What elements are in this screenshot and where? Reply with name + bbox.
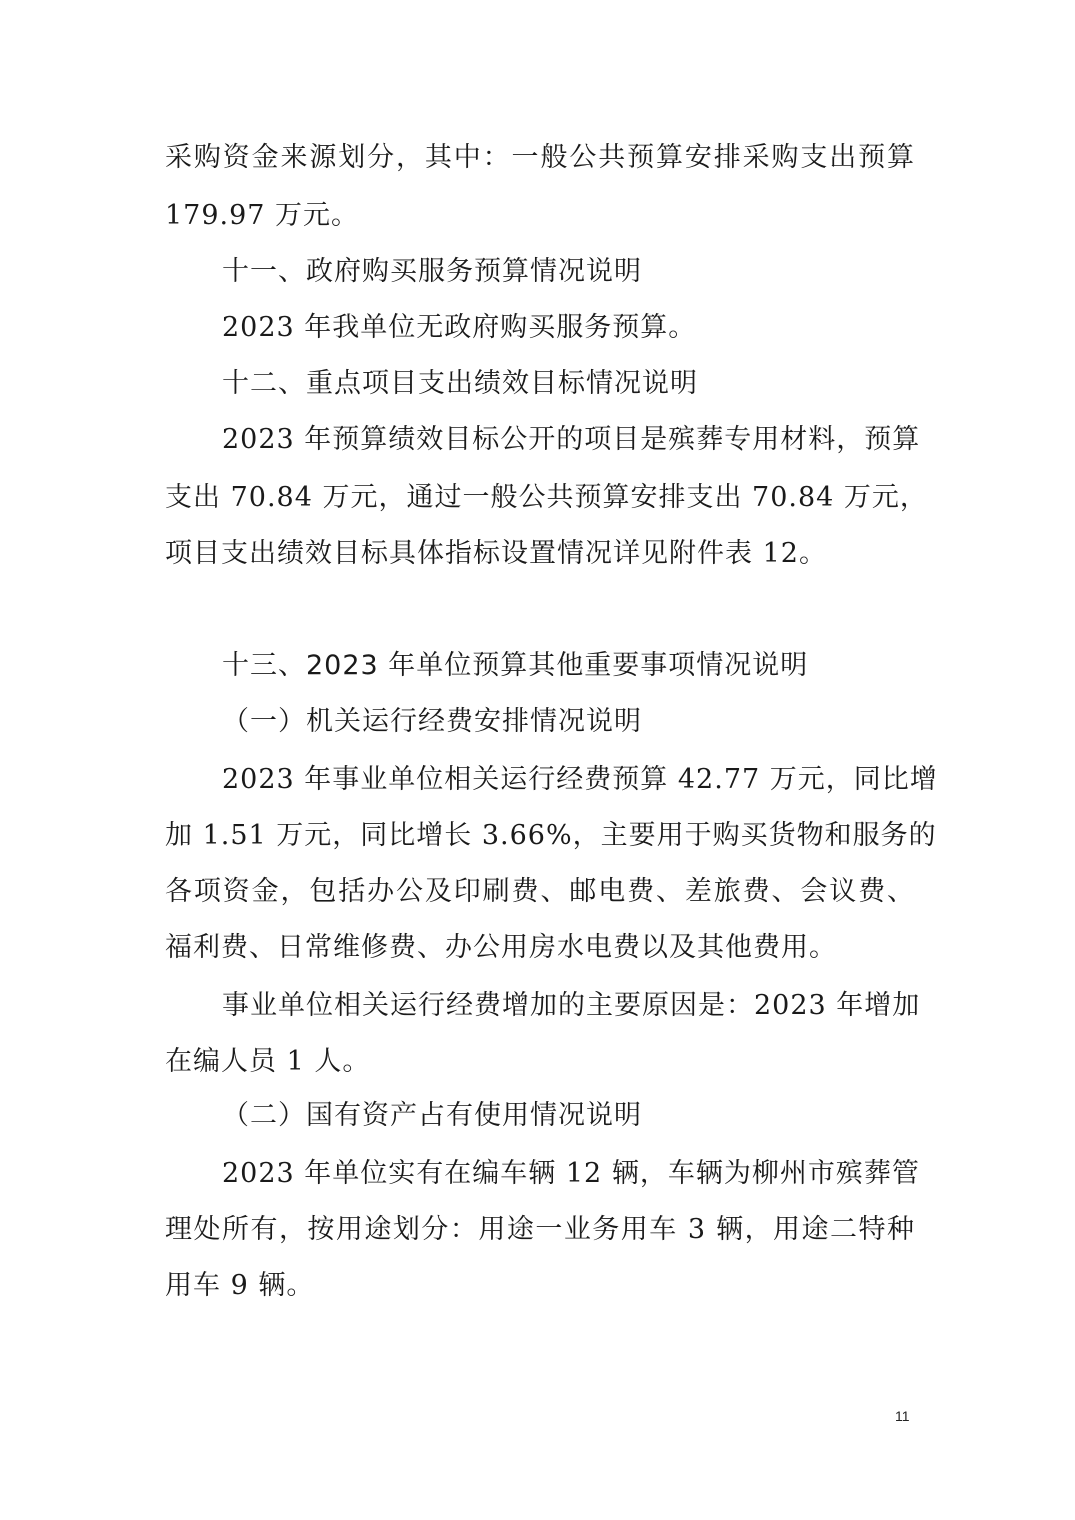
subsection-heading: （二）国有资产占有使用情况说明 [222, 1100, 642, 1131]
paragraph-line: 理处所有，按用途划分：用途一业务用车 3 辆，用途二特种 [165, 1214, 915, 1245]
paragraph-line: 项目支出绩效目标具体指标设置情况详见附件表 12。 [165, 538, 827, 569]
section-heading: 十二、重点项目支出绩效目标情况说明 [222, 368, 698, 399]
paragraph-line: 在编人员 1 人。 [165, 1046, 371, 1077]
paragraph-line: 179.97 万元。 [165, 200, 360, 231]
paragraph-line: 用车 9 辆。 [165, 1270, 315, 1301]
section-heading: 十三、2023 年单位预算其他重要事项情况说明 [222, 650, 809, 681]
paragraph-line: 2023 年我单位无政府购买服务预算。 [222, 312, 697, 343]
section-heading: 十一、政府购买服务预算情况说明 [222, 256, 642, 287]
paragraph-line: 事业单位相关运行经费增加的主要原因是：2023 年增加 [222, 990, 921, 1021]
page-number: 11 [895, 1408, 910, 1424]
subsection-heading: （一）机关运行经费安排情况说明 [222, 706, 642, 737]
paragraph-line: 2023 年单位实有在编车辆 12 辆，车辆为柳州市殡葬管 [222, 1158, 920, 1189]
paragraph-line: 2023 年事业单位相关运行经费预算 42.77 万元，同比增 [222, 764, 938, 795]
paragraph-line: 福利费、日常维修费、办公用房水电费以及其他费用。 [165, 932, 837, 963]
paragraph-line: 各项资金，包括办公及印刷费、邮电费、差旅费、会议费、 [165, 876, 915, 907]
paragraph-line: 2023 年预算绩效目标公开的项目是殡葬专用材料，预算 [222, 424, 921, 455]
paragraph-line: 加 1.51 万元，同比增长 3.66%，主要用于购买货物和服务的 [165, 820, 937, 851]
paragraph-line: 支出 70.84 万元，通过一般公共预算安排支出 70.84 万元， [165, 482, 928, 513]
paragraph-line: 采购资金来源划分，其中：一般公共预算安排采购支出预算 [165, 142, 915, 173]
